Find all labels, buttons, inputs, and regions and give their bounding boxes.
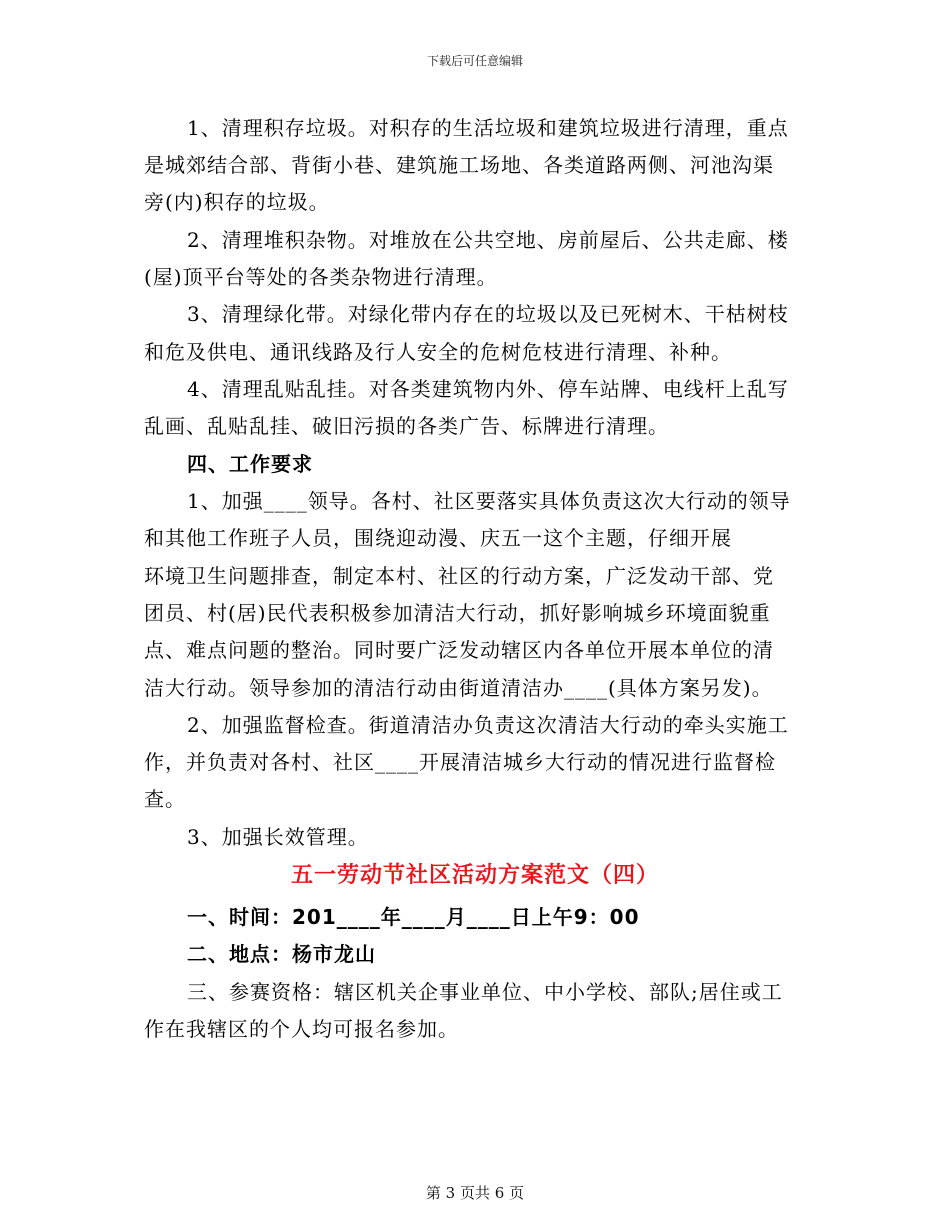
paragraph-line: 1、加强____领导。各村、社区要落实具体负责这次大行动的领导 [187, 489, 791, 513]
paragraph-line: 和危及供电、通讯线路及行人安全的危树危枝进行清理、补种。 [144, 340, 732, 364]
page-footer: 第 3 页共 6 页 [425, 1184, 525, 1202]
section-heading: 四、工作要求 [187, 452, 313, 476]
paragraph-line: 是城郊结合部、背街小巷、建筑施工场地、各类道路两侧、河池沟渠 [144, 153, 774, 177]
paragraph-line: 环境卫生问题排查，制定本村、社区的行动方案，广泛发动干部、党 [144, 564, 774, 588]
paragraph-line: 点、难点问题的整治。同时要广泛发动辖区内各单位开展本单位的清 [144, 638, 774, 662]
paragraph-line: 2、加强监督检查。街道清洁办负责这次清洁大行动的牵头实施工 [187, 713, 789, 737]
time-line: 一、时间：201____年____月____日上午9：00 [187, 905, 640, 929]
paragraph-line: 4、清理乱贴乱挂。对各类建筑物内外、停车站牌、电线杆上乱写 [187, 377, 789, 401]
paragraph-line: 旁(内)积存的垃圾。 [144, 190, 330, 214]
paragraph-line: 团员、村(居)民代表积极参加清洁大行动，抓好影响城乡环境面貌重 [144, 601, 771, 625]
paragraph-line: (屋)顶平台等处的各类杂物进行清理。 [144, 265, 498, 289]
location-line: 二、地点：杨市龙山 [187, 942, 376, 966]
paragraph-line: 1、清理积存垃圾。对积存的生活垃圾和建筑垃圾进行清理，重点 [187, 116, 789, 140]
paragraph-line: 3、加强长效管理。 [187, 825, 369, 849]
paragraph-line: 3、清理绿化带。对绿化带内存在的垃圾以及已死树木、干枯树枝 [187, 302, 789, 326]
paragraph-line: 作在我辖区的个人均可报名参加。 [144, 1017, 459, 1041]
paragraph-line: 乱画、乱贴乱挂、破旧污损的各类广告、标牌进行清理。 [144, 414, 669, 438]
paragraph-line: 洁大行动。领导参加的清洁行动由街道清洁办____(具体方案另发)。 [144, 676, 773, 700]
paragraph-line: 三、参赛资格：辖区机关企事业单位、中小学校、部队;居住或工 [187, 980, 783, 1004]
paragraph-line: 2、清理堆积杂物。对堆放在公共空地、房前屋后、公共走廊、楼 [187, 228, 789, 252]
paragraph-line: 作，并负责对各村、社区____开展清洁城乡大行动的情况进行监督检 [144, 750, 776, 774]
paragraph-line: 和其他工作班子人员，围绕迎动漫、庆五一这个主题，仔细开展 [144, 526, 732, 550]
section-title: 五一劳动节社区活动方案范文（四） [290, 863, 659, 888]
page-header: 下载后可任意编辑 [426, 54, 523, 68]
paragraph-line: 查。 [144, 787, 186, 811]
